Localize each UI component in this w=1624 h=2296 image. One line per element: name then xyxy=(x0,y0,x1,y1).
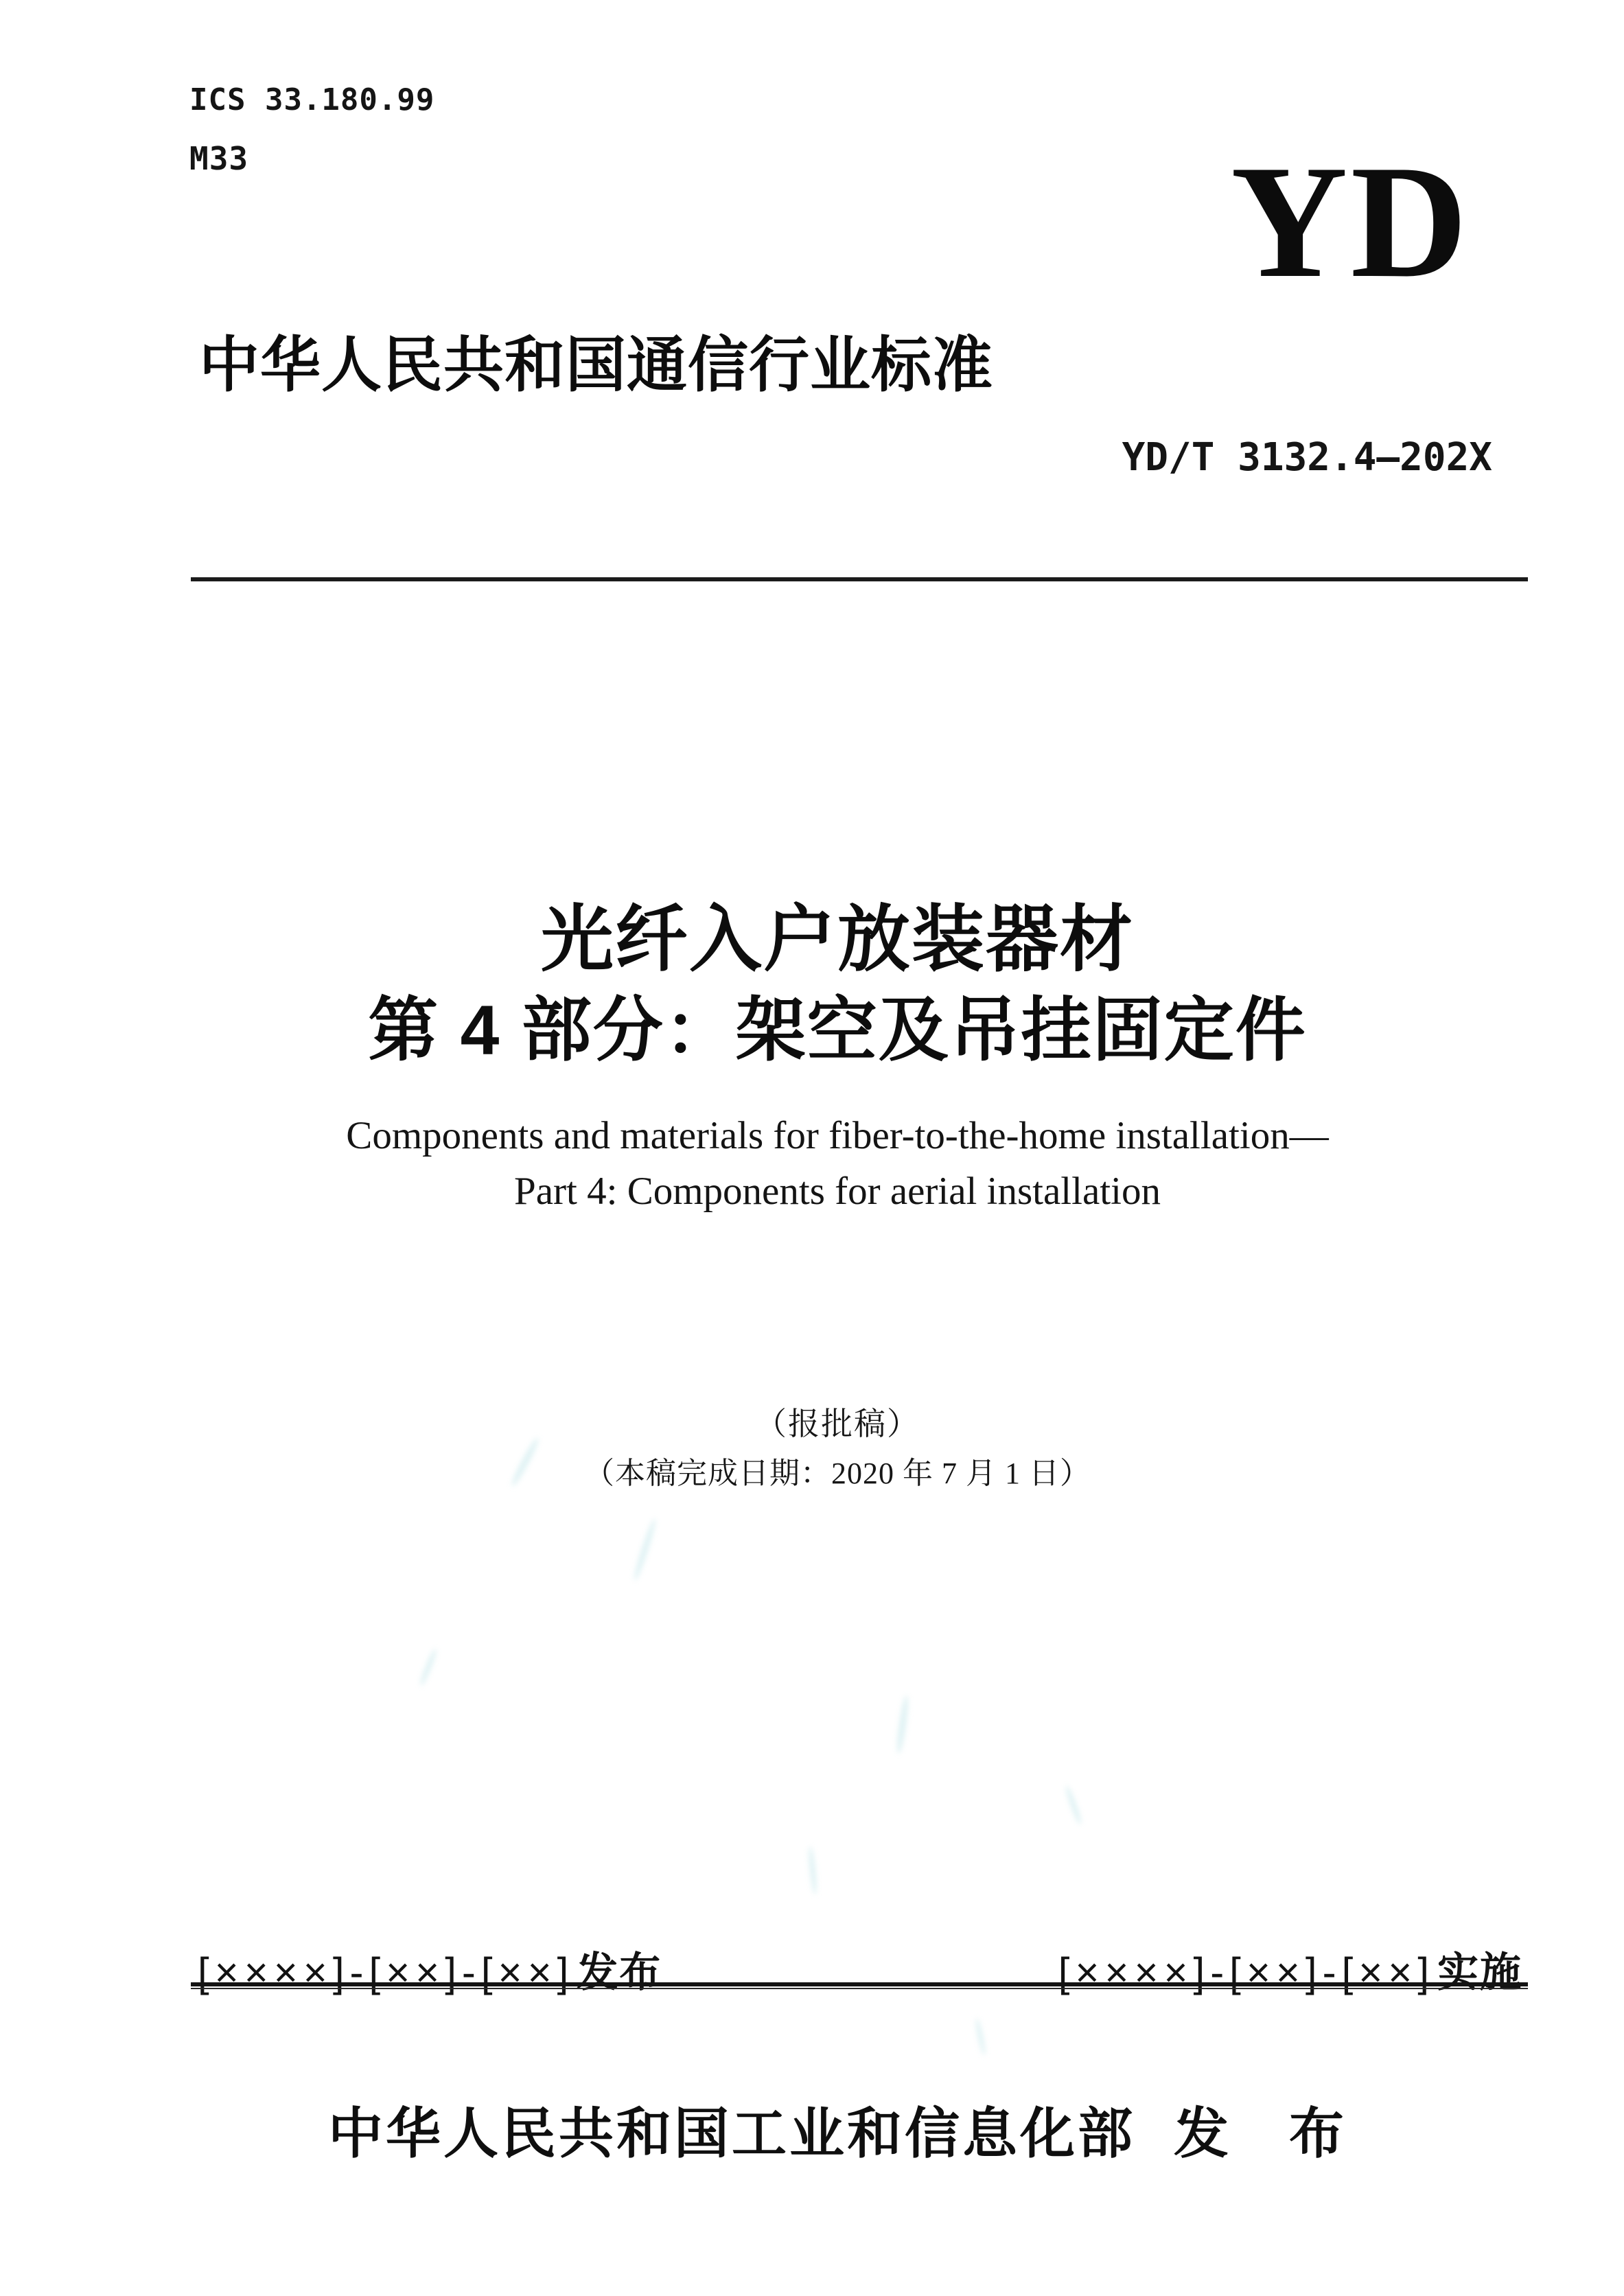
implement-label: 实施 xyxy=(1437,1949,1522,1995)
publisher-name: 中华人民共和国工业和信息化部 xyxy=(328,2103,1135,2164)
implement-date-line xyxy=(1058,1940,1522,1999)
scan-artifact xyxy=(418,1648,438,1687)
scan-artifact xyxy=(1064,1785,1083,1825)
scan-artifact xyxy=(974,2018,986,2056)
scan-artifact xyxy=(895,1695,910,1754)
ics-code: ICS 33.180.99 xyxy=(189,82,435,117)
standard-type-heading: 中华人民共和国通信行业标准 xyxy=(199,331,994,399)
classification-code: M33 xyxy=(189,140,249,177)
title-en-line2: Part 4: Components for aerial installation xyxy=(514,1170,1161,1213)
draft-status-note: （报批稿） xyxy=(755,1406,920,1441)
title-zh-line1: 光纤入户放装器材 xyxy=(541,899,1134,980)
release-date-code: [××××]-[××]-[××] xyxy=(198,1949,575,1995)
scan-artifact xyxy=(807,1846,817,1894)
publish-action-label: 发 布 xyxy=(1174,2103,1347,2164)
title-en-line1: Components and materials for fiber-to-the-home installation— xyxy=(346,1114,1329,1157)
draft-date-note: （本稿完成日期：2020 年 7 月 1 日） xyxy=(584,1457,1091,1490)
title-zh-line2: 第 4 部分：架空及吊挂固定件 xyxy=(368,991,1307,1069)
scan-artifact xyxy=(632,1518,658,1581)
implement-date-code: [××××]-[××]-[××] xyxy=(1058,1949,1435,1995)
standard-number: YD/T 3132.4—202X xyxy=(1122,435,1492,480)
release-label: 发布 xyxy=(577,1949,662,1995)
publisher-line xyxy=(51,2089,1624,2168)
header-rule xyxy=(191,577,1528,581)
release-date-line xyxy=(198,1940,662,1999)
yd-logo: YD xyxy=(1231,132,1470,312)
footer-rule xyxy=(191,1982,1528,1989)
